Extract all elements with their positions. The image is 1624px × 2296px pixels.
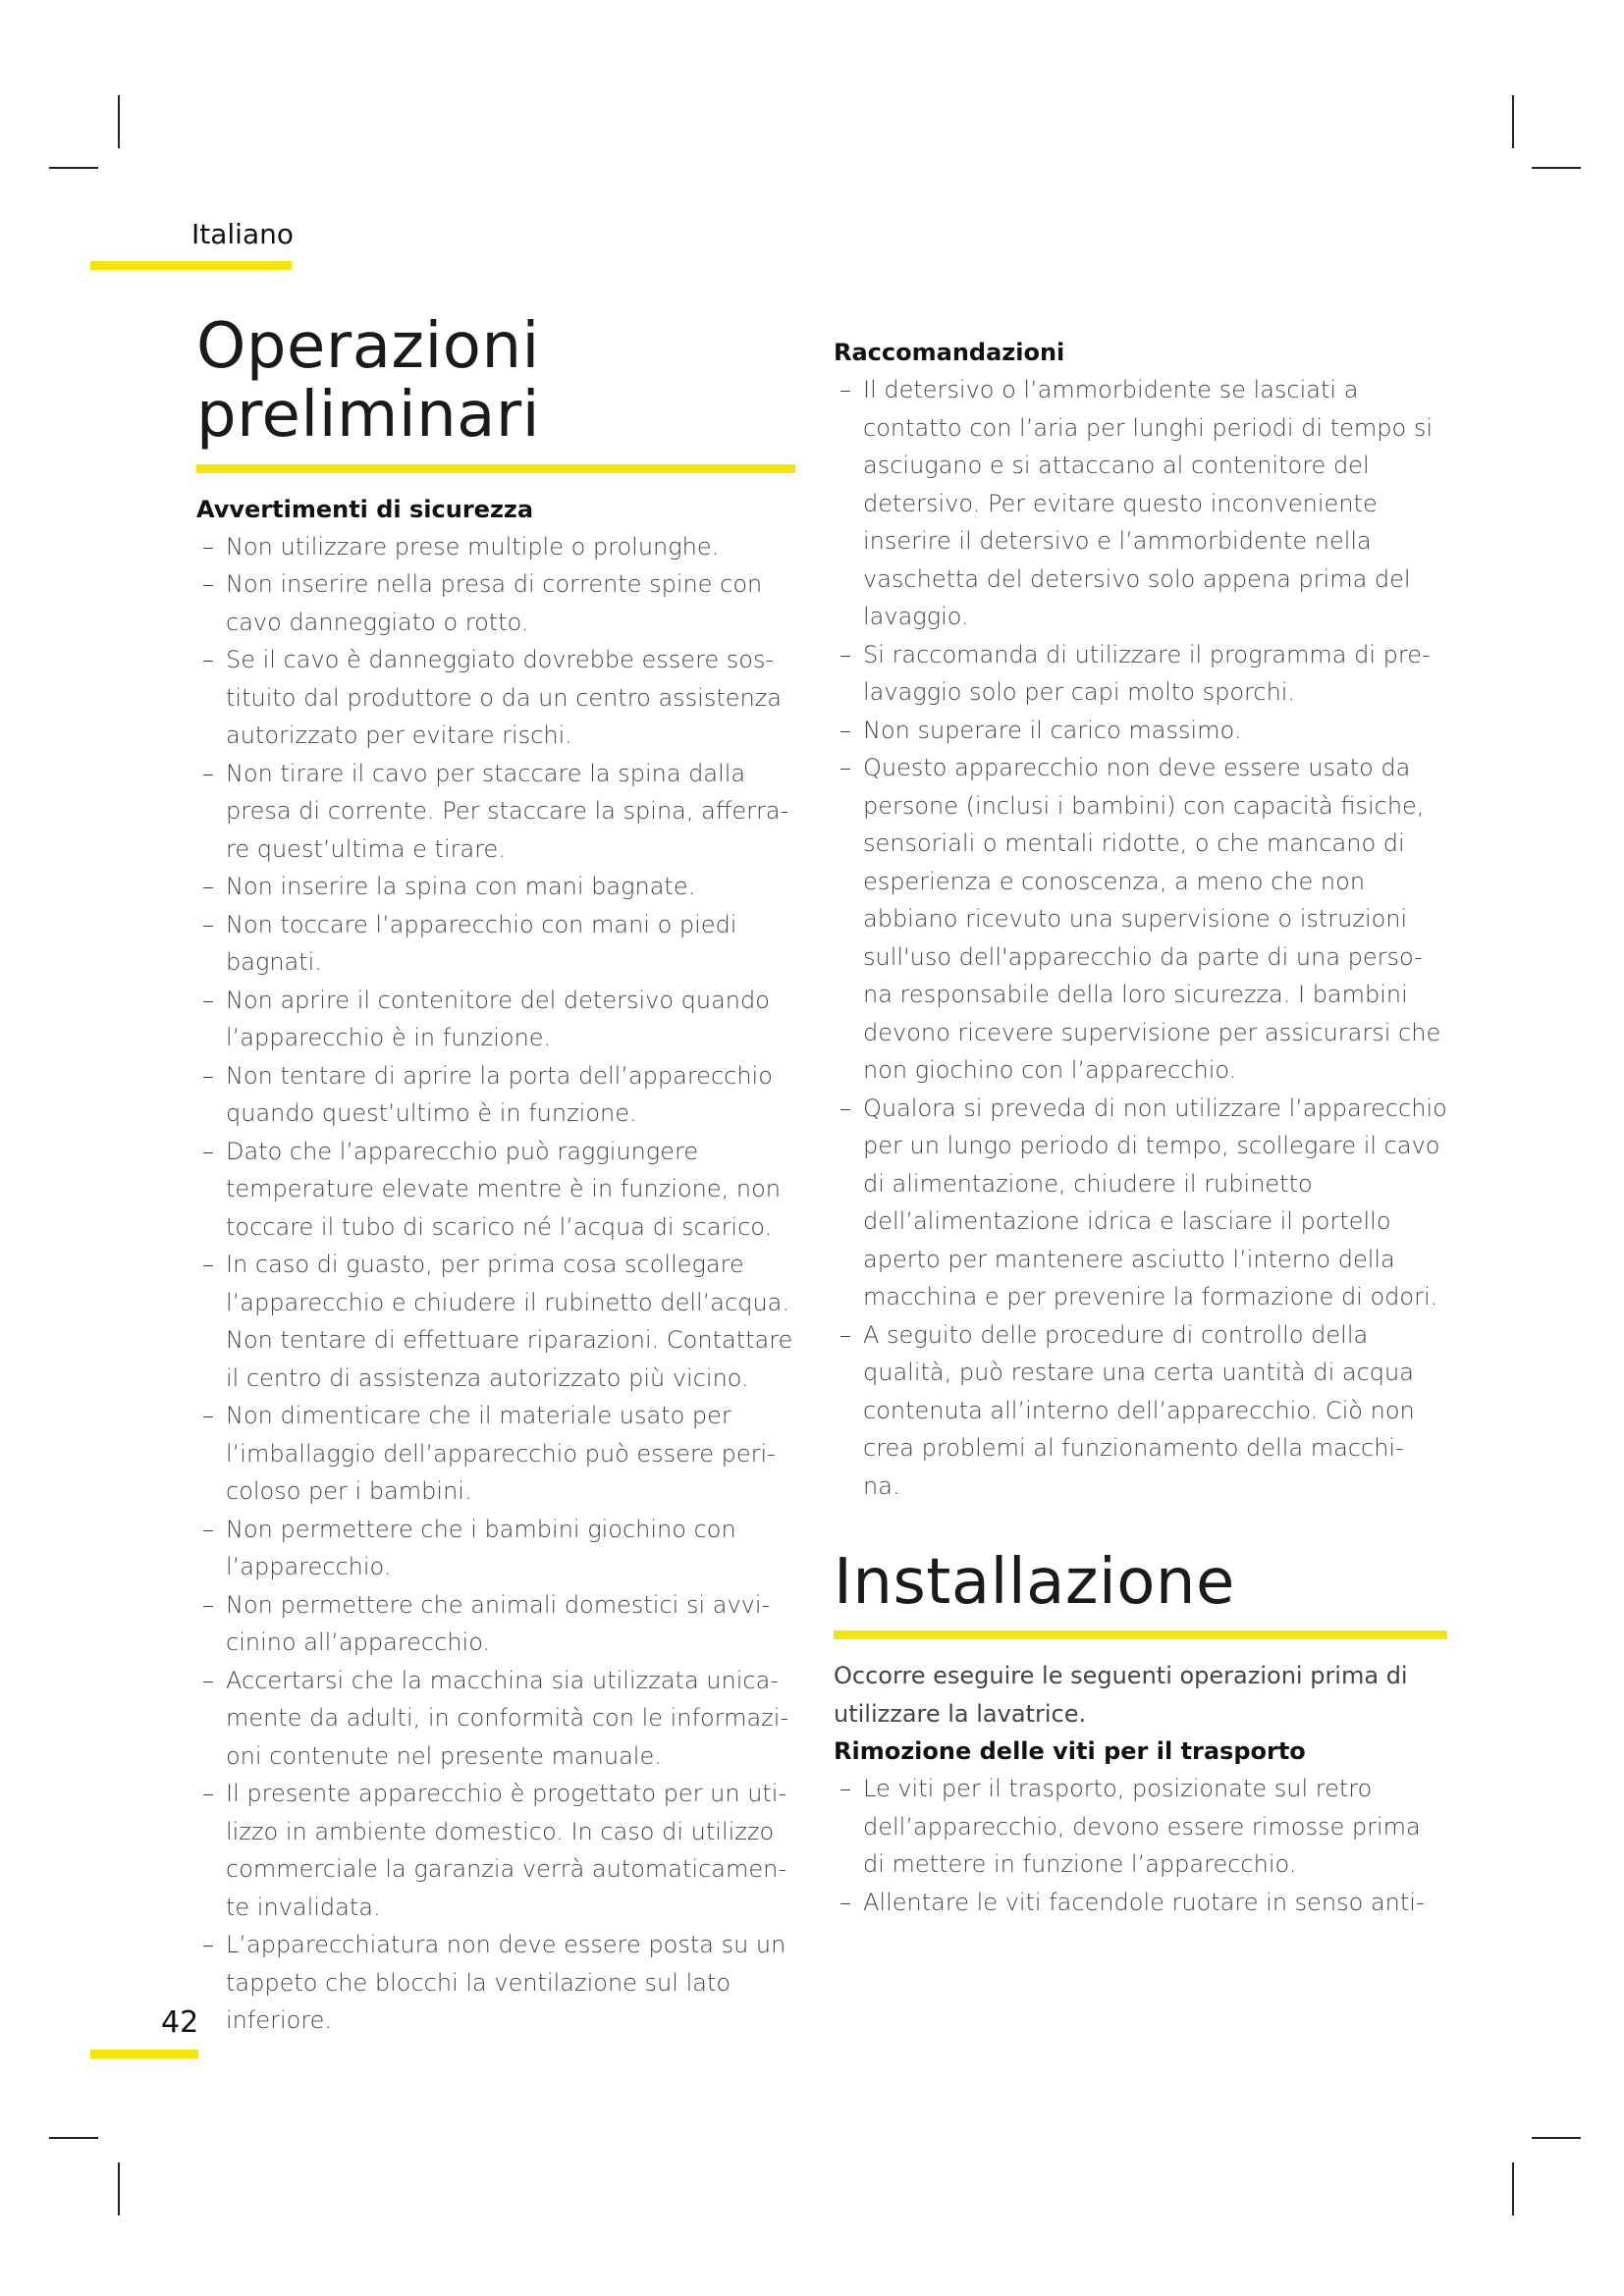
- crop-mark-top-right-horizontal: [1532, 167, 1581, 169]
- crop-mark-bottom-right-vertical: [1512, 2163, 1514, 2216]
- list-item: – Qualora si preveda di non utilizzare l’apparecchio per un lungo periodo di tempo, scollegare il cavo di alimentazione, chiudere il rubinetto dell’alimentazione idrica e lasciare il portello aperto per mantenere asciutto l’interno della macchina e per prevenire la formazione di odori.: [834, 1090, 1447, 1316]
- installation-underline: [834, 1630, 1447, 1639]
- list-item: – Non dimenticare che il materiale usato per l’imballaggio dell’apparecchio può essere peri- coloso per i bambini.: [196, 1397, 795, 1511]
- crop-mark-top-left-horizontal: [49, 167, 98, 169]
- section-title-installation: Installazione: [834, 1546, 1235, 1619]
- list-item: – Il presente apparecchio è progettato per un uti- lizzo in ambiente domestico. In caso di utilizzo commerciale la garanzia verrà automaticamen- te invalidata.: [196, 1775, 795, 1926]
- list-item: – Dato che l’apparecchio può raggiungere temperature elevate mentre è in funzione, non toccare il tubo di scarico né l’acqua di scarico.: [196, 1133, 795, 1247]
- list-item: – L’apparecchiatura non deve essere posta su un tappeto che blocchi la ventilazione sul lato inferiore.: [196, 1926, 795, 2040]
- list-item: – Allentare le viti facendole ruotare in senso anti-: [834, 1884, 1447, 1922]
- list-item: – Non superare il carico massimo.: [834, 712, 1447, 750]
- left-column: [196, 312, 795, 2040]
- safety-list: [196, 528, 795, 2040]
- list-item: – Non inserire nella presa di corrente spine con cavo danneggiato o rotto.: [196, 565, 795, 641]
- list-item: – Non permettere che animali domestici si avvi- cinino all’apparecchio.: [196, 1586, 795, 1662]
- list-item: – Le viti per il trasporto, posizionate sul retro dell’apparecchio, devono essere rimosse prima di mettere in funzione l’apparecchio.: [834, 1770, 1447, 1884]
- recommendations-heading: Raccomandazioni: [834, 339, 1065, 366]
- language-underline: [90, 261, 292, 270]
- list-item: – In caso di guasto, per prima cosa scollegare l’apparecchio e chiudere il rubinetto dell’acqua. Non tentare di effettuare riparazioni. Contattare il centro di assistenza autorizzato più vicino.: [196, 1246, 795, 1397]
- page-number: 42: [161, 2005, 199, 2040]
- crop-mark-top-left-vertical: [118, 95, 120, 148]
- section-title-preliminary: Operazioni preliminari: [196, 310, 540, 453]
- crop-mark-bottom-right-horizontal: [1532, 2137, 1581, 2139]
- list-item: – Si raccomanda di utilizzare il programma di pre- lavaggio solo per capi molto sporchi.: [834, 636, 1447, 712]
- page-number-underline: [90, 2050, 198, 2058]
- crop-mark-bottom-left-vertical: [118, 2163, 120, 2216]
- safety-heading: Avvertimenti di sicurezza: [196, 495, 534, 523]
- installation-intro: Occorre eseguire le seguenti operazioni prima di utilizzare la lavatrice.: [834, 1662, 1408, 1728]
- list-item: – Non aprire il contenitore del detersivo quando l’apparecchio è in funzione.: [196, 982, 795, 1057]
- crop-mark-top-right-vertical: [1512, 95, 1514, 148]
- list-item: – Non utilizzare prese multiple o prolunghe.: [196, 528, 795, 566]
- list-item: – Non inserire la spina con mani bagnate.: [196, 868, 795, 906]
- right-column: [834, 334, 1447, 1921]
- list-item: – Non permettere che i bambini giochino con l’apparecchio.: [196, 1511, 795, 1586]
- screws-heading: Rimozione delle viti per il trasporto: [834, 1737, 1306, 1766]
- section-title-underline: [196, 464, 795, 473]
- list-item: – Non tentare di aprire la porta dell’apparecchio quando quest’ultimo è in funzione.: [196, 1057, 795, 1133]
- screws-list: [834, 1770, 1447, 1921]
- language-label: Italiano: [191, 218, 294, 250]
- list-item: – Questo apparecchio non deve essere usato da persone (inclusi i bambini) con capacità fisiche, sensoriali o mentali ridotte, o che mancano di esperienza e conoscenza, a meno che non abbiano ricevuto una supervisione o istruzioni sull'uso dell'apparecchio da parte di una perso- na responsabile della loro sicurezza. I bambini devono ricevere supervisione per assicurarsi che non giochino con l’apparecchio.: [834, 749, 1447, 1090]
- list-item: – Se il cavo è danneggiato dovrebbe essere sos- tituito dal produttore o da un centro assistenza autorizzato per evitare rischi.: [196, 641, 795, 755]
- list-item: – Il detersivo o l’ammorbidente se lasciati a contatto con l’aria per lunghi periodi di tempo si asciugano e si attaccano al contenitore del detersivo. Per evitare questo inconveniente inserire il detersivo e l’ammorbidente nella vaschetta del detersivo solo appena prima del lavaggio.: [834, 371, 1447, 636]
- list-item: – Accertarsi che la macchina sia utilizzata unica- mente da adulti, in conformità con le informazi- oni contenute nel presente manuale.: [196, 1662, 795, 1776]
- crop-mark-bottom-left-horizontal: [49, 2137, 98, 2139]
- list-item: – Non tirare il cavo per staccare la spina dalla presa di corrente. Per staccare la spina, afferra- re quest’ultima e tirare.: [196, 755, 795, 869]
- list-item: – A seguito delle procedure di controllo della qualità, può restare una certa uantità di acqua contenuta all’interno dell’apparecchio. Ciò non crea problemi al funzionamento della macchi- na.: [834, 1316, 1447, 1506]
- recommendations-list: [834, 371, 1447, 1505]
- list-item: – Non toccare l’apparecchio con mani o piedi bagnati.: [196, 906, 795, 982]
